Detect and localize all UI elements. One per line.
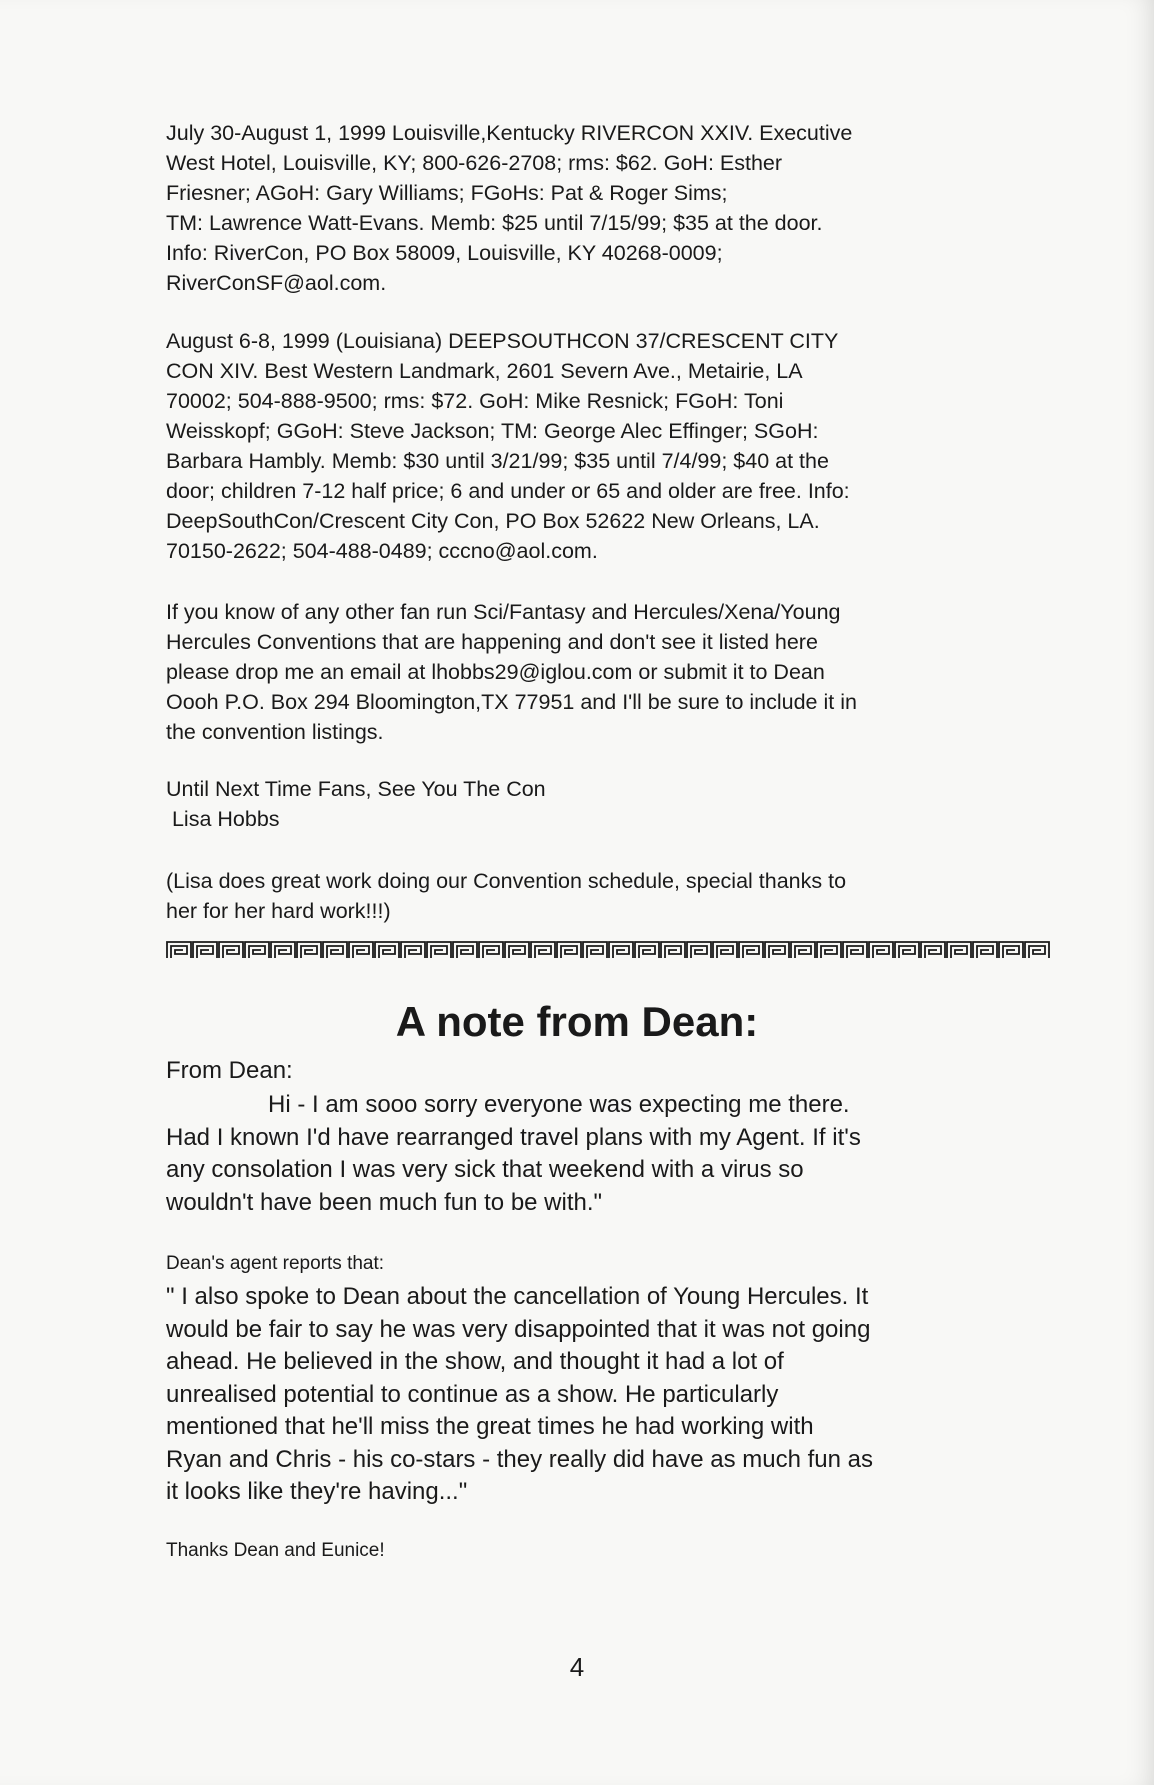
greek-key-icon bbox=[712, 941, 738, 959]
convention-listing-deepsouthcon bbox=[166, 326, 1036, 566]
greek-key-icon bbox=[998, 941, 1024, 959]
greek-key-icon bbox=[582, 941, 608, 959]
dean-quote bbox=[166, 1089, 1046, 1219]
page-number: 4 bbox=[569, 1652, 585, 1682]
agent-quote bbox=[166, 1281, 1046, 1509]
notice-line: If you know of any other fan run Sci/Fantasy and Hercules/Xena/Young bbox=[166, 600, 841, 624]
listing-line: door; children 7-12 half price; 6 and under or 65 and older are free. Info: bbox=[166, 479, 850, 503]
greek-key-icon bbox=[270, 941, 296, 959]
greek-key-icon bbox=[972, 941, 998, 959]
quote-line: any consolation I was very sick that weekend with a virus so bbox=[166, 1156, 804, 1183]
greek-key-border bbox=[166, 941, 1074, 961]
greek-key-icon bbox=[322, 941, 348, 959]
listing-line: August 6-8, 1999 (Louisiana) DEEPSOUTHCON 37/CRESCENT CITY bbox=[166, 329, 839, 353]
greek-key-icon bbox=[764, 941, 790, 959]
notice-line: the convention listings. bbox=[166, 720, 384, 744]
convention-listing-rivercon bbox=[166, 118, 1036, 298]
listing-line: Barbara Hambly. Memb: $30 until 3/21/99; $35 until 7/4/99; $40 at the bbox=[166, 449, 829, 473]
greek-key-icon bbox=[296, 941, 322, 959]
greek-key-icon bbox=[400, 941, 426, 959]
greek-key-icon bbox=[504, 941, 530, 959]
greek-key-icon bbox=[816, 941, 842, 959]
greek-key-icon bbox=[166, 941, 192, 959]
signoff-name: Lisa Hobbs bbox=[166, 807, 280, 831]
quote-line: " I also spoke to Dean about the cancellation of Young Hercules. It bbox=[166, 1283, 869, 1310]
quote-line: ahead. He believed in the show, and thought it had a lot of bbox=[166, 1348, 784, 1375]
notice-line: Hercules Conventions that are happening and don't see it listed here bbox=[166, 630, 818, 654]
greek-key-icon bbox=[946, 941, 972, 959]
listing-line: 70002; 504-888-9500; rms: $72. GoH: Mike Resnick; FGoH: Toni bbox=[166, 389, 784, 413]
quote-line: Hi - I am sooo sorry everyone was expecting me there. bbox=[268, 1091, 850, 1118]
notice-line: Oooh P.O. Box 294 Bloomington,TX 77951 and I'll be sure to include it in bbox=[166, 690, 857, 714]
from-label: From Dean: bbox=[166, 1057, 293, 1084]
listing-line: 70150-2622; 504-488-0489; cccno@aol.com. bbox=[166, 539, 598, 563]
listing-line: CON XIV. Best Western Landmark, 2601 Severn Ave., Metairie, LA bbox=[166, 359, 803, 383]
thanks-line: (Lisa does great work doing our Convention schedule, special thanks to bbox=[166, 869, 847, 893]
note-title: A note from Dean: bbox=[395, 998, 759, 1045]
thanks-line: her for her hard work!!!) bbox=[166, 899, 391, 923]
listing-line: DeepSouthCon/Crescent City Con, PO Box 52622 New Orleans, LA. bbox=[166, 509, 820, 533]
quote-line: wouldn't have been much fun to be with." bbox=[166, 1188, 603, 1216]
agent-label: Dean's agent reports that: bbox=[166, 1253, 385, 1274]
greek-key-icon bbox=[348, 941, 374, 959]
greek-key-icon bbox=[556, 941, 582, 959]
listing-line: Weisskopf; GGoH: Steve Jackson; TM: George Alec Effinger; SGoH: bbox=[166, 419, 819, 443]
greek-key-icon bbox=[192, 941, 218, 959]
greek-key-icon bbox=[920, 941, 946, 959]
signoff bbox=[166, 774, 1036, 834]
greek-key-icon bbox=[218, 941, 244, 959]
listing-line: TM: Lawrence Watt-Evans. Memb: $25 until 7/15/99; $35 at the door. bbox=[166, 211, 823, 235]
thanks-note bbox=[166, 866, 1036, 926]
signoff-line: Until Next Time Fans, See You The Con bbox=[166, 777, 546, 801]
quote-line: mentioned that he'll miss the great times he had working with bbox=[166, 1413, 814, 1440]
greek-key-icon bbox=[478, 941, 504, 959]
quote-line: it looks like they're having..." bbox=[166, 1478, 468, 1505]
closing-thanks: Thanks Dean and Eunice! bbox=[166, 1540, 385, 1561]
greek-key-icon bbox=[530, 941, 556, 959]
listing-line: Info: RiverCon, PO Box 58009, Louisville, KY 40268-0009; bbox=[166, 241, 723, 265]
quote-line: would be fair to say he was very disappointed that it was not going bbox=[166, 1315, 871, 1343]
greek-key-icon bbox=[634, 941, 660, 959]
greek-key-icon bbox=[452, 941, 478, 959]
quote-line: unrealised potential to continue as a show. He particularly bbox=[166, 1380, 779, 1408]
greek-key-icon bbox=[738, 941, 764, 959]
greek-key-icon bbox=[686, 941, 712, 959]
greek-key-icon bbox=[660, 941, 686, 959]
listing-line: July 30-August 1, 1999 Louisville,Kentucky RIVERCON XXIV. Executive bbox=[166, 121, 853, 145]
greek-key-icon bbox=[868, 941, 894, 959]
quote-line: Ryan and Chris - his co-stars - they really did have as much fun as bbox=[166, 1445, 873, 1473]
notice-line: please drop me an email at lhobbs29@iglou.com or submit it to Dean bbox=[166, 660, 825, 684]
greek-key-icon bbox=[608, 941, 634, 959]
listing-line: West Hotel, Louisville, KY; 800-626-2708; rms: $62. GoH: Esther bbox=[166, 151, 783, 175]
greek-key-icon bbox=[244, 941, 270, 959]
greek-key-icon bbox=[894, 941, 920, 959]
quote-line: Had I known I'd have rearranged travel plans with my Agent. If it's bbox=[166, 1123, 861, 1151]
greek-key-icon bbox=[1024, 941, 1050, 959]
greek-key-icon bbox=[842, 941, 868, 959]
listing-line: RiverConSF@aol.com. bbox=[166, 271, 387, 295]
greek-key-icon bbox=[374, 941, 400, 959]
listing-line: Friesner; AGoH: Gary Williams; FGoHs: Pat & Roger Sims; bbox=[166, 181, 728, 205]
greek-key-icon bbox=[426, 941, 452, 959]
greek-key-icon bbox=[790, 941, 816, 959]
submission-notice bbox=[166, 597, 1036, 747]
